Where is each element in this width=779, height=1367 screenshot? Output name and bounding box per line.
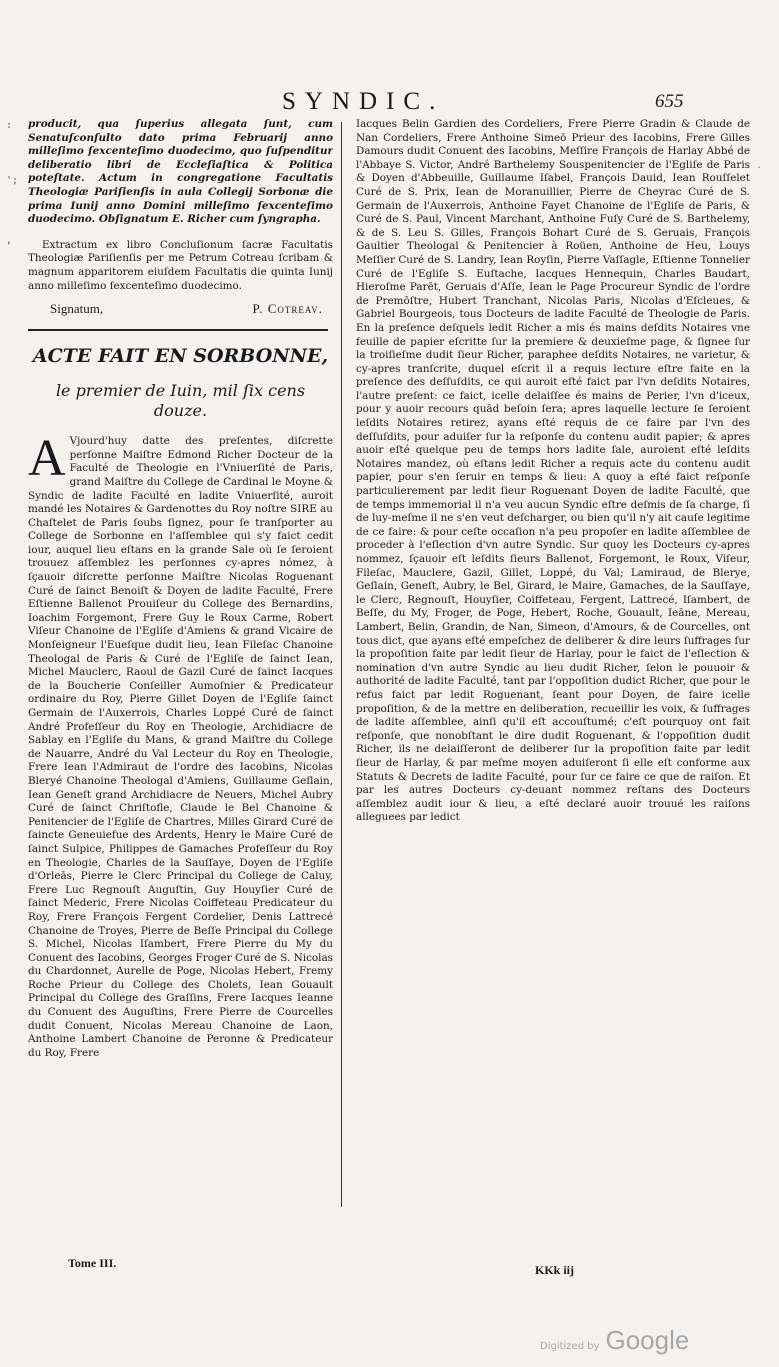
- digitized-prefix: Digitized by: [540, 1341, 600, 1352]
- google-logo: Google: [605, 1325, 690, 1355]
- column-divider: [341, 122, 342, 1207]
- acte-title: ACTE FAIT EN SORBONNE,: [32, 345, 329, 368]
- acte-body: [28, 430, 333, 1060]
- signature-mark: KKk iij: [535, 1263, 575, 1277]
- margin-mark: ';: [6, 175, 19, 186]
- right-column: [356, 118, 750, 1248]
- acte-subtitle: le premier de Iuin, mil ſix cens douze.: [55, 381, 306, 421]
- right-body: Iacques Belin Gardien des Cordeliers, Frere Pierre Gradin & Claude de Nan Cordeliers, Frere Anthoine Simeō Prieur des Iacobins, Frere Gilles Damours dudit Conuent des Iacobins, Meſſire François de Harlay Abbé de l'Abbaye S. Victor, André Barthelemy Souspenitencier de l'Egliſe de Paris & Doyen d'Abbeuille, Guillaume Iſabel, François Dauid, Iean Rouſſelet Curé de S. Prix, Iean de Moranuillier, Pierre de Cheyrac Curé de S. Germain de l'Auxerrois, Anthoine Fayet Chanoine de l'Egliſe de Paris, & Curé de S. Paul, Vincent Marchant, Anthoine Fuſy Curé de S. Barthelemy, & de S. Leu S. Gilles, François Bohart Curé de S. Geruais, François Gaultier Theologal & Penitencier à Roüen, Anthoine de Heu, Louys Meſſier Curé de S. Landry, Iean Royſin, Pierre Vaſſagle, Eſtienne Tonnelier Curé de l'Egliſe S. Euſtache, Iacques Hennequin, Charles Baudart, Hieroſme Parēt, Geruais d'Aſſe, Iean le Page Procureur Syndic de l'ordre de Premōſtre, Hubert Tranchant, Nicolas Paris, Nicolas d'Eſcleues, & Gabriel Bourgeois, tous Docteurs de ladite Faculté de Theologie de Paris. En la preſence deſquels ledit Richer a mis és mains deſdits Notaires vne feuille de papier eſcritte ſur la premiere & deuxieſme page, & ſignee ſur la troiſieſme dudit ſieur Richer, paraphee deſdits Notaires, ne varietur, & cy-apres tranſcrite, duquel eſcrit il a requis lecture eſtre faite en la preſence des deſſuſdits, ce qui auroit eſté faict par l'vn deſdits Notaires, l'autre preſent: ce faict, icelle delaiſſee és mains de Perier, l'vn d'iceux, pour y auoir recours quād beſoin ſera; apres laquelle lecture ſe ſeroient leſdits Notaires retirez, ayans eſté requis de ce faire par l'vn des deſſuſdits, pour aduiſer ſur la reſponſe du contenu audit papier; & apres auoir eſté quelque peu de temps hors ladite ſale, auroient eſté leſdits Notaires mandez, où eſtans ledit Richer a requis acte du contenu audit papier, pour s'en ſeruir en temps & lieu: A quoy a eſté faict reſponſe particulierement par ledit ſieur Roguenant Doyen de ladite Faculté, que de temps immemorial il n'a veu aucun Syndic eſtre deſmis de ſa charge, ſi de luy-meſme il ne s'en veut deſcharger, ou bien qu'il n'y ait cauſe legitime de ce faire: & pour ceſte occaſion n'a peu propoſer en ladite aſſemblee de proceder à l'eſlection d'vn autre Syndic. Sur quoy les Docteurs cy-apres nommez, ſçauoir eſt leſdits ſieurs Ballenot, Forgemont, le Roux, Viſeur, Fileſac, Mauclere, Gazil, Gillet, Loppé, du Val; Lamiraud, de Blerye, Geſlain, Geneſt, Aubry, le Bel, Girard, le Maire, Gamaches, de la Sauſſaye, le Clerc, Regnouſt, Houyſier, Coiffeteau, Fergent, Lattrecé, Iſambert, de Beſſe, du My, Froger, de Poge, Hebert, Roche, Gouault, Ieāne, Mereau, Lambert, Belin, Grandin, de Nan, Simeon, d'Amours, & de Courcelles, ont tous dict, que ayans eſté empeſchez de deliberer & dire leurs ſuffrages ſur la propoſition faite par ledit ſieur de Harlay, pour le faict de l'eſlection & nomination d'vn autre Syndic au lieu dudit Richer, ſelon le pouuoir & authorité de ladite Faculté, tant par l'oppoſition dudict Richer, que pour le refus faict par ledit Roguenant, ſeant pour Doyen, de faire icelle propoſition, & de la mettre en deliberation, recueillir les voix, & ſuffrages de ladite aſſemblee, ainſi qu'il eſt accouſtumé; c'eſt pourquoy ont fait reſponſe, que nonobſtant le dire dudit Roguenant, & l'oppoſition dudit Richer, ils ne delaiſſeront de deliberer ſur la propoſition faite par ledit ſieur de Harlay, & par meſme moyen aduiſeront ſi elle eſt conforme aux Statuts & Decrets de ladite Faculté, pour ſur ce faire ce que de raiſon. Et par les autres Docteurs cy-deuant nommez reſtans des Docteurs aſſemblez audit iour & lieu, a eſté declaré auoir trouué les raiſons alleguees par ledict: [356, 118, 750, 824]
- running-header: [0, 88, 779, 118]
- section-rule: [28, 329, 328, 331]
- margin-mark: :: [6, 120, 13, 131]
- page-number: 655: [655, 91, 684, 112]
- acte-body-text: Vjourd'huy datte des preſentes, diſcrette perſonne Maiſtre Edmond Richer Docteur de la Faculté de Theologie en l'Vniuerſité de Paris, grand Maiſtre du College de Cardinal le Moyne & Syndic de ladite Faculté en ladite Vniuerſité, auroit mandé les Notaires & Gardenottes du Roy noſtre SIRE au Chaſtelet de Paris ſoubs ſignez, pour ſe tranſporter au College de Sorbonne en l'aſſemblee qui s'y faict cedit iour, auquel lieu eſtans en la grande Sale où ſe ſeroient trouuez aſſemblez les perſonnes cy-apres nómez, à ſçauoir diſcrette perſonne Maiſtre Nicolas Roguenant Curé de ſainct Benoiſt & Doyen de ladite Faculté, Frere Eſtienne Ballenot Prouiſeur du College des Bernardins, Ioachim Forgemont, Frere Guy le Roux Carme, Robert Viſeur Chanoine de l'Egliſe d'Amiens & grand Vicaire de Monſeigneur l'Eueſque dudit lieu, Iean Fileſac Chanoine Theologal de Paris & Curé de l'Egliſe de ſainct Iean, Michel Mauclerc, Raoul de Gazil Curé de ſainct Iacques de la Boucherie Conſeiller Aumoſnier & Predicateur ordinaire du Roy, Pierre Gillet Doyen de l'Egliſe ſainct Germain de l'Auxerrois, Charles Loppé Curé de ſainct André Profeſſeur du Roy en Theologie, Archidiacre de Sablay en l'Egliſe du Mans, & grand Maiſtre du College de Nauarre, André du Val Lecteur du Roy en Theologie, Frere Iean l'Admiraut de l'ordre des Iacobins, Nicolas Bleryé Chanoine Theologal d'Amiens, Guillaume Geſlain, Iean Geneſt grand Archidiacre de Neuers, Michel Aubry Curé de ſainct Chriſtofle, Claude le Bel Chanoine & Penitencier de l'Egliſe de Chartres, Milles Girard Curé de ſaincte Geneuiefue des Ardents, Henry le Maire Curé de ſainct Sulpice, Philippes de Gamaches Profeſſeur du Roy en Theologie, Charles de la Sauſſaye, Doyen de l'Egliſe d'Orleās, Pierre le Clerc Principal du College de Caluy, Frere Luc Regnouſt Auguſtin, Guy Houyſier Curé de ſainct Mederic, Frere Nicolas Coiffeteau Predicateur du Roy, Frere François Fergent Cordelier, Denis Lattrecé Chanoine de Troyes, Pierre de Beſſe Principal du College S. Michel, Nicolas Iſambert, Frere Pierre du My du Conuent des Iacobins, Georges Froger Curé de S. Nicolas du Chardonnet, Aurelle de Poge, Nicolas Hebert, Fremy Roche Prieur du College des Cholets, Iean Gouault Principal du College des Graſſins, Frere Iacques Ieanne du Conuent des Auguſtins, Frere Pierre de Courcelles dudit Conuent, Nicolas Mereau Chanoine de Laon, Anthoine Lambert Chanoine de Peronne & Predicateur du Roy, Frere: [28, 435, 333, 1059]
- opening-italic-paragraph: producit, qua ſuperius allegata ſunt, cum Senatuſconſulto dato prima Februarij anno milleſimo ſexcenteſimo duodecimo, quo ſuſpenditur deliberatio libri de Eccleſiaſtica & Politica poteſtate. Actum in congregatione Facultatis Theologiæ Pariſienſis in aula Collegij Sorbonæ die prima Iunij anno Domini milleſimo ſexcenteſimo duodecimo. Obſignatum E. Richer cum ſyngrapha.: [28, 118, 333, 226]
- signed-label: Signatum,: [50, 301, 104, 317]
- extract-paragraph: Extractum ex libro Concluſionum ſacræ Facultatis Theologiæ Pariſienſis per me Petrum Cotreau ſcribam & magnum apparitorem eiuſdem Facultatis die quinta Iunij anno milleſimo ſexcenteſimo duodecimo.: [28, 238, 333, 292]
- tome-label: Tome III.: [68, 1256, 117, 1270]
- running-title: SYNDIC.: [282, 88, 445, 115]
- margin-mark: .: [756, 160, 763, 171]
- left-column: [28, 118, 333, 1248]
- drop-cap: A: [28, 430, 66, 488]
- digitized-by-google-watermark: [540, 1325, 689, 1356]
- signed-name: P. Cotreav.: [252, 301, 323, 317]
- margin-mark: ,: [6, 235, 13, 246]
- signature-line: [28, 301, 323, 317]
